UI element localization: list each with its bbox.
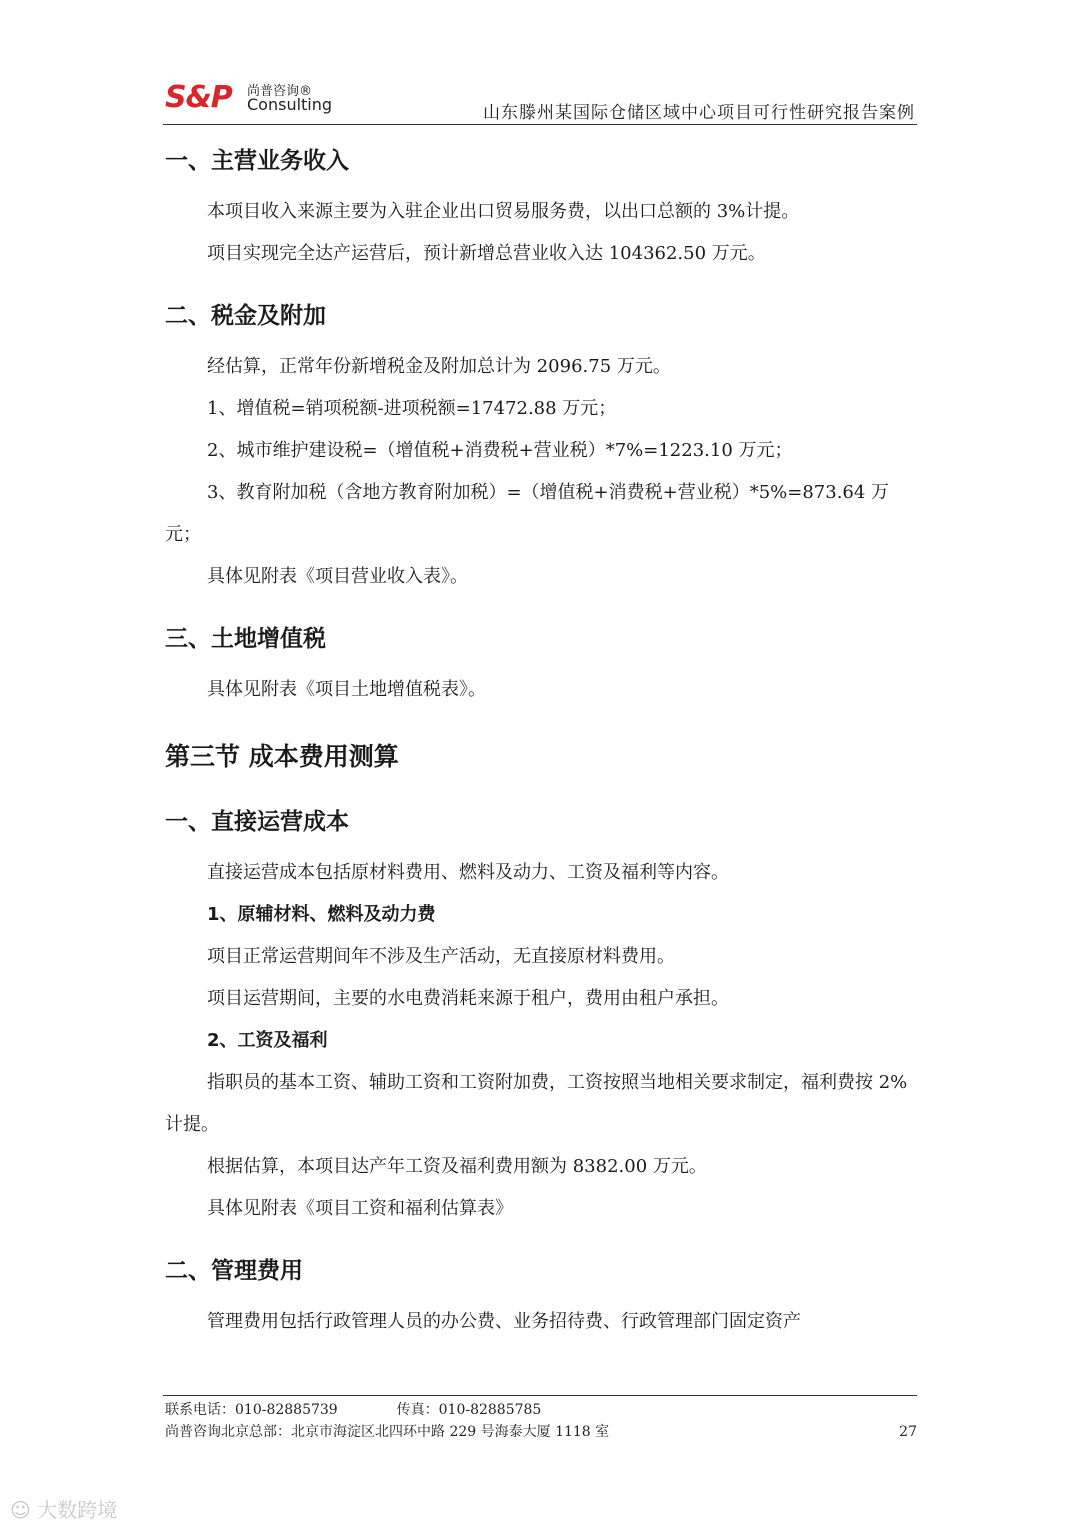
watermark-icon: ☺: [10, 1498, 31, 1522]
paragraph: 经估算，正常年份新增税金及附加总计为 2096.75 万元。: [207, 356, 671, 377]
chapter-heading: 第三节 成本费用测算: [165, 742, 399, 771]
paragraph: 1、增值税=销项税额-进项税额=17472.88 万元；: [207, 398, 617, 419]
paragraph: 指职员的基本工资、辅助工资和工资附加费，工资按照当地相关要求制定，福利费按 2%计提。: [165, 1072, 908, 1135]
header-divider: [163, 124, 917, 125]
header-title: 山东滕州某国际仓储区域中心项目可行性研究报告案例: [483, 103, 915, 123]
footer-phone: 联系电话：010-82885739: [165, 1402, 338, 1418]
section-heading-direct-cost: 一、直接运营成本: [165, 809, 349, 835]
paragraph: 项目实现完全达产运营后，预计新增总营业收入达 104362.50 万元。: [207, 243, 766, 264]
subheading-wages: 2、工资及福利: [207, 1030, 328, 1051]
paragraph: 2、城市维护建设税=（增值税+消费税+营业税）*7%=1223.10 万元；: [207, 440, 793, 461]
paragraph: 项目正常运营期间年不涉及生产活动，无直接原材料费用。: [207, 946, 675, 967]
logo-chinese-name: 尚普咨询®: [247, 84, 313, 99]
paragraph: 本项目收入来源主要为入驻企业出口贸易服务费，以出口总额的 3%计提。: [207, 201, 800, 222]
paragraph: 具体见附表《项目营业收入表》。: [207, 566, 468, 587]
section-heading-land-tax: 三、土地增值税: [165, 626, 326, 652]
page-number: 27: [899, 1424, 917, 1440]
paragraph: 3、教育附加税（含地方教育附加税）=（增值税+消费税+营业税）*5%=873.64 万元；: [165, 482, 890, 545]
paragraph: 根据估算，本项目达产年工资及福利费用额为 8382.00 万元。: [207, 1156, 707, 1177]
section-heading-admin-cost: 二、管理费用: [165, 1258, 303, 1284]
footer-address: 尚普咨询北京总部：北京市海淀区北四环中路 229 号海泰大厦 1118 室: [165, 1424, 610, 1440]
subheading-materials: 1、原辅材料、燃料及动力费: [207, 904, 436, 925]
logo-mark: S&P: [165, 80, 232, 115]
footer-fax: 传真：010-82885785: [396, 1402, 542, 1418]
paragraph: 具体见附表《项目土地增值税表》。: [207, 679, 486, 700]
logo-english-name: Consulting: [247, 95, 333, 114]
footer-divider: [163, 1395, 917, 1396]
paragraph: 项目运营期间，主要的水电费消耗来源于租户，费用由租户承担。: [207, 988, 729, 1009]
company-logo: [165, 78, 335, 118]
paragraph: 直接运营成本包括原材料费用、燃料及动力、工资及福利等内容。: [207, 862, 729, 883]
paragraph: 具体见附表《项目工资和福利估算表》: [207, 1198, 513, 1219]
section-heading-main-revenue: 一、主营业务收入: [165, 148, 349, 174]
section-heading-taxes: 二、税金及附加: [165, 303, 326, 329]
watermark: [10, 1494, 117, 1523]
watermark-text: 大数跨境: [37, 1498, 118, 1522]
paragraph: 管理费用包括行政管理人员的办公费、业务招待费、行政管理部门固定资产: [207, 1311, 801, 1332]
page-footer: [165, 1399, 917, 1443]
page-content: [165, 140, 917, 1343]
